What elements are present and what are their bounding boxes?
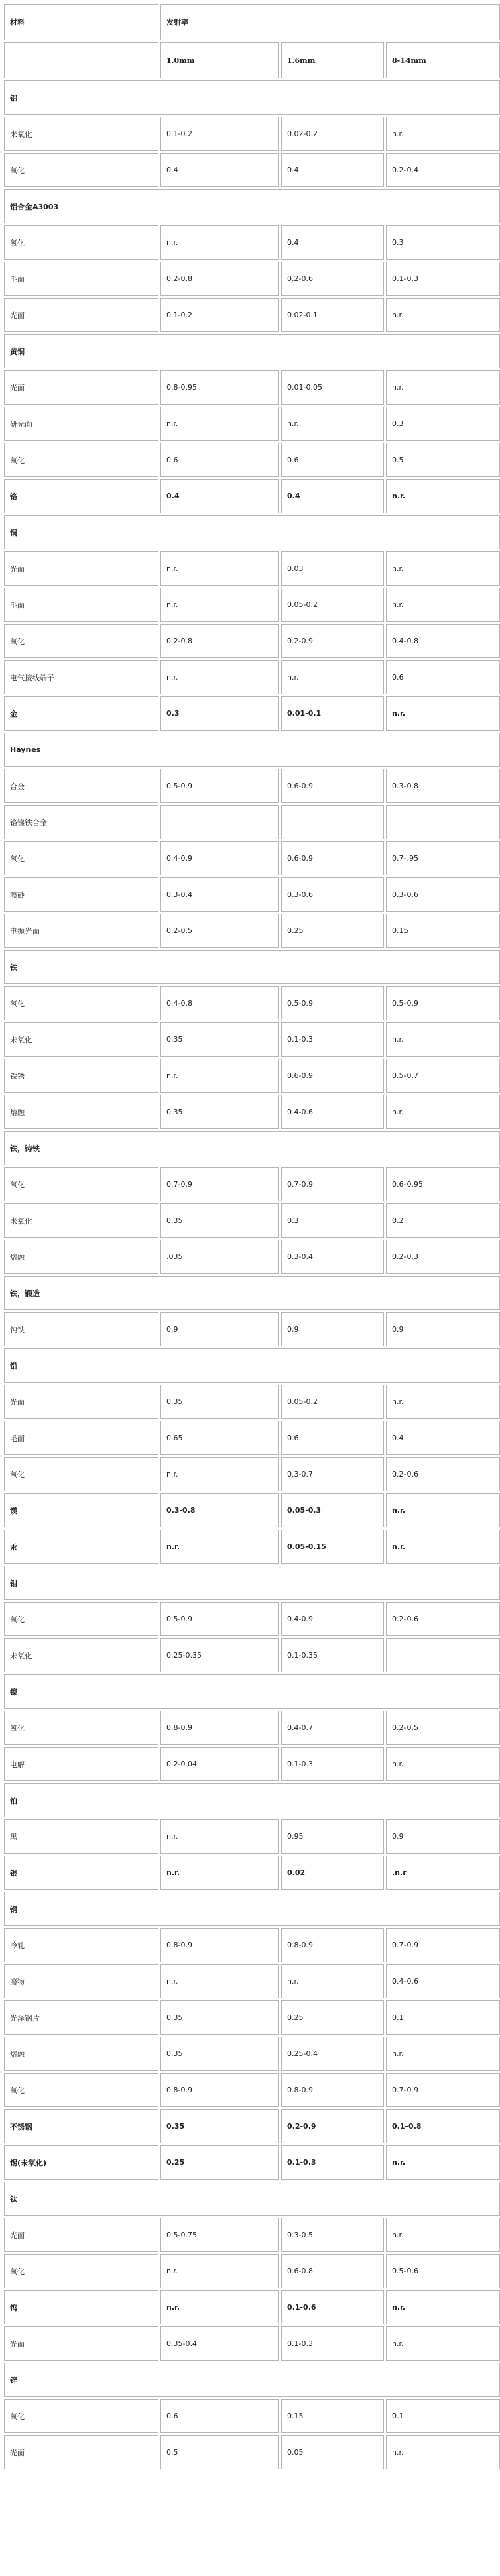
emissivity-cell: n.r. — [160, 225, 279, 260]
emissivity-cell: 0.7-0.9 — [386, 1928, 500, 1962]
emissivity-cell: 0.8-0.9 — [160, 1711, 279, 1745]
emissivity-cell: 0.6 — [160, 2399, 279, 2433]
material-cell: 黑 — [4, 1819, 158, 1854]
emissivity-cell: n.r. — [386, 1747, 500, 1781]
emissivity-cell: n.r. — [386, 588, 500, 622]
emissivity-cell: 0.05 — [281, 2435, 384, 2469]
section-row — [4, 2182, 500, 2216]
emissivity-cell: 0.01-0.05 — [281, 370, 384, 405]
table-row — [4, 1856, 500, 1890]
table-row — [4, 769, 500, 803]
section-row — [4, 2363, 500, 2397]
table-row — [4, 1240, 500, 1274]
emissivity-cell: 0.5-0.75 — [160, 2218, 279, 2252]
emissivity-cell: 0.1-0.8 — [386, 2109, 500, 2143]
material-cell: 氧化 — [4, 443, 158, 477]
emissivity-cell: 0.3-0.6 — [386, 877, 500, 912]
material-cell: 氧化 — [4, 986, 158, 1020]
emissivity-cell: 0.9 — [281, 1312, 384, 1346]
emissivity-cell: 0.2-0.04 — [160, 1747, 279, 1781]
wavelength-header-row — [4, 42, 500, 78]
material-cell: 氧化 — [4, 1457, 158, 1491]
material-cell: 光面 — [4, 370, 158, 405]
emissivity-cell: 0.6 — [281, 1421, 384, 1455]
emissivity-cell: 0.6 — [386, 660, 500, 694]
table-row — [4, 2435, 500, 2469]
emissivity-cell: 0.7-0.9 — [160, 1167, 279, 1201]
emissivity-cell: 0.1-0.3 — [281, 2326, 384, 2361]
material-cell: 钝铁 — [4, 1312, 158, 1346]
table-row — [4, 696, 500, 731]
material-cell: 未氧化 — [4, 1638, 158, 1672]
section-title: Haynes — [4, 733, 500, 767]
emissivity-cell: 0.35 — [160, 1385, 279, 1419]
emissivity-cell: 0.6-0.9 — [281, 1059, 384, 1093]
material-cell: 光面 — [4, 1385, 158, 1419]
section-title: 锌 — [4, 2363, 500, 2397]
emissivity-cell — [386, 805, 500, 839]
material-cell: 镁 — [4, 1493, 158, 1527]
emissivity-cell: n.r. — [386, 2435, 500, 2469]
emissivity-cell: 0.4 — [281, 153, 384, 187]
emissivity-cell: .n.r — [386, 1856, 500, 1890]
table-row — [4, 1167, 500, 1201]
material-cell: 氧化 — [4, 153, 158, 187]
material-cell: 熔融 — [4, 1240, 158, 1274]
material-cell: 氧化 — [4, 2254, 158, 2288]
emissivity-cell: 0.8-0.9 — [160, 1928, 279, 1962]
emissivity-cell: 0.2-0.6 — [386, 1602, 500, 1636]
table-row — [4, 1421, 500, 1455]
table-row — [4, 1022, 500, 1057]
table-row — [4, 262, 500, 296]
table-row — [4, 986, 500, 1020]
section-row — [4, 733, 500, 767]
emissivity-cell: 0.3-0.4 — [281, 1240, 384, 1274]
emissivity-cell: 0.02-0.1 — [281, 298, 384, 332]
emissivity-cell: 0.4-0.9 — [160, 841, 279, 875]
table-row — [4, 2000, 500, 2035]
table-row — [4, 588, 500, 622]
table-row — [4, 1964, 500, 1998]
emissivity-cell: 0.2-0.6 — [281, 262, 384, 296]
section-row — [4, 515, 500, 549]
section-row — [4, 189, 500, 223]
section-row — [4, 1276, 500, 1310]
table-row — [4, 117, 500, 151]
emissivity-cell: 0.15 — [386, 914, 500, 948]
table-row — [4, 1529, 500, 1564]
wavelength-header: 1.6mm — [281, 42, 384, 78]
material-cell: 锡(未氧化) — [4, 2145, 158, 2180]
table-row — [4, 805, 500, 839]
wavelength-header: 8-14mm — [386, 42, 500, 78]
emissivity-cell: n.r. — [160, 1856, 279, 1890]
emissivity-cell: 0.2-0.5 — [386, 1711, 500, 1745]
emissivity-cell: 0.3-0.7 — [281, 1457, 384, 1491]
emissivity-table-body — [4, 4, 500, 2469]
material-cell: 光泽钢片 — [4, 2000, 158, 2035]
emissivity-cell: 0.35 — [160, 2037, 279, 2071]
material-cell: 未氧化 — [4, 1022, 158, 1057]
section-title: 钢 — [4, 1892, 500, 1926]
material-header: 材料 — [4, 4, 158, 40]
table-row — [4, 2326, 500, 2361]
emissivity-cell: n.r. — [160, 1964, 279, 1998]
emissivity-cell: n.r. — [386, 551, 500, 586]
material-cell: 光面 — [4, 2218, 158, 2252]
emissivity-cell: 0.2-0.9 — [281, 624, 384, 658]
table-row — [4, 443, 500, 477]
emissivity-cell: n.r. — [160, 1819, 279, 1854]
section-title: 黄铜 — [4, 334, 500, 368]
emissivity-cell: 0.15 — [281, 2399, 384, 2433]
table-row — [4, 1819, 500, 1854]
table-row — [4, 1312, 500, 1346]
material-cell: 毛面 — [4, 1421, 158, 1455]
table-row — [4, 2290, 500, 2324]
emissivity-cell: 0.3-0.8 — [386, 769, 500, 803]
emissivity-cell: 0.4 — [281, 479, 384, 513]
emissivity-cell: 0.35 — [160, 1203, 279, 1238]
emissivity-cell: 0.6-0.9 — [281, 841, 384, 875]
emissivity-cell: 0.6-0.8 — [281, 2254, 384, 2288]
emissivity-cell: 0.03 — [281, 551, 384, 586]
emissivity-cell: 0.1-0.3 — [281, 2145, 384, 2180]
wavelength-header: 1.0mm — [160, 42, 279, 78]
table-row — [4, 1747, 500, 1781]
emissivity-cell: 0.8-0.9 — [160, 2073, 279, 2107]
section-title: 铁，铸铁 — [4, 1131, 500, 1165]
emissivity-cell: 0.1-0.2 — [160, 298, 279, 332]
section-title: 铁，锻造 — [4, 1276, 500, 1310]
emissivity-cell: 0.5-0.6 — [386, 2254, 500, 2288]
emissivity-cell — [281, 805, 384, 839]
emissivity-cell: 0.2-0.8 — [160, 262, 279, 296]
table-row — [4, 2399, 500, 2433]
emissivity-cell: n.r. — [160, 1457, 279, 1491]
emissivity-cell: 0.4 — [160, 479, 279, 513]
section-title: 铅 — [4, 1348, 500, 1383]
emissivity-cell: 0.25-0.35 — [160, 1638, 279, 1672]
table-row — [4, 1385, 500, 1419]
emissivity-cell: n.r. — [386, 2037, 500, 2071]
emissivity-cell: 0.2-0.6 — [386, 1457, 500, 1491]
emissivity-cell: 0.3-0.5 — [281, 2218, 384, 2252]
emissivity-cell: n.r. — [160, 1059, 279, 1093]
emissivity-cell: n.r. — [160, 407, 279, 441]
section-title: 镍 — [4, 1674, 500, 1709]
material-cell: 氧化 — [4, 225, 158, 260]
table-row — [4, 624, 500, 658]
header-row — [4, 4, 500, 40]
emissivity-cell: 0.4 — [281, 225, 384, 260]
material-cell: 铬镍铁合金 — [4, 805, 158, 839]
emissivity-cell: n.r. — [386, 2290, 500, 2324]
emissivity-cell: 0.3 — [386, 225, 500, 260]
emissivity-cell: 0.35-0.4 — [160, 2326, 279, 2361]
table-row — [4, 1059, 500, 1093]
section-row — [4, 1566, 500, 1600]
material-cell: 毛面 — [4, 262, 158, 296]
material-cell: 不锈钢 — [4, 2109, 158, 2143]
emissivity-cell — [386, 1638, 500, 1672]
section-title: 钛 — [4, 2182, 500, 2216]
section-title: 铝合金A3003 — [4, 189, 500, 223]
emissivity-cell: 0.3-0.6 — [281, 877, 384, 912]
emissivity-cell: n.r. — [160, 2254, 279, 2288]
table-row — [4, 1457, 500, 1491]
emissivity-cell: n.r. — [386, 1529, 500, 1564]
emissivity-cell: n.r. — [386, 2145, 500, 2180]
material-cell: 银 — [4, 1856, 158, 1890]
emissivity-cell: 0.3-0.8 — [160, 1493, 279, 1527]
emissivity-cell: 0.9 — [160, 1312, 279, 1346]
emissivity-cell: 0.1-0.35 — [281, 1638, 384, 1672]
section-title: 铂 — [4, 1783, 500, 1817]
material-cell: 研光面 — [4, 407, 158, 441]
material-cell: 氧化 — [4, 2073, 158, 2107]
wavelength-header-blank — [4, 42, 158, 78]
material-cell: 未氧化 — [4, 1203, 158, 1238]
emissivity-cell: 0.2-0.9 — [281, 2109, 384, 2143]
emissivity-cell: n.r. — [386, 1385, 500, 1419]
emissivity-cell — [160, 805, 279, 839]
emissivity-cell: 0.1 — [386, 2399, 500, 2433]
emissivity-cell: 0.65 — [160, 1421, 279, 1455]
material-cell: 氧化 — [4, 1602, 158, 1636]
material-cell: 熔融 — [4, 2037, 158, 2071]
material-cell: 电气接线端子 — [4, 660, 158, 694]
table-row — [4, 153, 500, 187]
emissivity-cell: 0.9 — [386, 1312, 500, 1346]
material-cell: 未氧化 — [4, 117, 158, 151]
emissivity-cell: 0.95 — [281, 1819, 384, 1854]
section-row — [4, 1348, 500, 1383]
emissivity-cell: 0.8-0.95 — [160, 370, 279, 405]
emissivity-cell: 0.2 — [386, 1203, 500, 1238]
table-row — [4, 2218, 500, 2252]
emissivity-cell: n.r. — [386, 2218, 500, 2252]
emissivity-cell: 0.4-0.7 — [281, 1711, 384, 1745]
emissivity-cell: 0.3 — [281, 1203, 384, 1238]
emissivity-cell: 0.6 — [160, 443, 279, 477]
emissivity-cell: 0.4-0.8 — [160, 986, 279, 1020]
table-row — [4, 551, 500, 586]
emissivity-cell: n.r. — [160, 660, 279, 694]
emissivity-cell: 0.1-0.2 — [160, 117, 279, 151]
material-cell: 氧化 — [4, 624, 158, 658]
emissivity-cell: 0.35 — [160, 2109, 279, 2143]
emissivity-cell: 0.02-0.2 — [281, 117, 384, 151]
emissivity-cell: 0.8-0.9 — [281, 2073, 384, 2107]
table-row — [4, 2109, 500, 2143]
emissivity-cell: 0.9 — [386, 1819, 500, 1854]
emissivity-cell: 0.7-0.9 — [386, 2073, 500, 2107]
emissivity-cell: 0.4-0.8 — [386, 624, 500, 658]
emissivity-cell: .035 — [160, 1240, 279, 1274]
section-row — [4, 1783, 500, 1817]
emissivity-cell: 0.05-0.3 — [281, 1493, 384, 1527]
section-row — [4, 1674, 500, 1709]
table-row — [4, 841, 500, 875]
emissivity-cell: n.r. — [160, 551, 279, 586]
section-row — [4, 80, 500, 115]
emissivity-cell: n.r. — [160, 1529, 279, 1564]
material-cell: 磨物 — [4, 1964, 158, 1998]
table-row — [4, 660, 500, 694]
emissivity-cell: 0.1-0.6 — [281, 2290, 384, 2324]
section-title: 铝 — [4, 80, 500, 115]
emissivity-cell: 0.25-0.4 — [281, 2037, 384, 2071]
table-row — [4, 2145, 500, 2180]
emissivity-cell: 0.6-0.95 — [386, 1167, 500, 1201]
emissivity-cell: 0.3 — [160, 696, 279, 731]
table-row — [4, 877, 500, 912]
section-title: 铜 — [4, 515, 500, 549]
table-row — [4, 407, 500, 441]
table-row — [4, 1203, 500, 1238]
emissivity-cell: 0.5-0.9 — [160, 769, 279, 803]
material-cell: 毛面 — [4, 588, 158, 622]
table-row — [4, 1095, 500, 1129]
emissivity-cell: 0.2-0.5 — [160, 914, 279, 948]
emissivity-cell: 0.05-0.2 — [281, 588, 384, 622]
emissivity-cell: 0.6 — [281, 443, 384, 477]
emissivity-cell: 0.5-0.9 — [281, 986, 384, 1020]
table-row — [4, 1493, 500, 1527]
material-cell: 电解 — [4, 1747, 158, 1781]
emissivity-cell: n.r. — [160, 588, 279, 622]
emissivity-cell: 0.5-0.7 — [386, 1059, 500, 1093]
emissivity-cell: 0.2-0.3 — [386, 1240, 500, 1274]
emissivity-cell: 0.2-0.8 — [160, 624, 279, 658]
emissivity-cell: n.r. — [386, 479, 500, 513]
material-cell: 铬 — [4, 479, 158, 513]
emissivity-cell: n.r. — [281, 1964, 384, 1998]
material-cell: 熔融 — [4, 1095, 158, 1129]
section-row — [4, 1892, 500, 1926]
emissivity-cell: n.r. — [281, 407, 384, 441]
material-cell: 光面 — [4, 2326, 158, 2361]
emissivity-cell: 0.2-0.4 — [386, 153, 500, 187]
table-row — [4, 298, 500, 332]
material-cell: 金 — [4, 696, 158, 731]
emissivity-cell: 0.4-0.6 — [281, 1095, 384, 1129]
material-cell: 氧化 — [4, 841, 158, 875]
table-row — [4, 914, 500, 948]
material-cell: 氧化 — [4, 1711, 158, 1745]
emissivity-cell: n.r. — [386, 1022, 500, 1057]
emissivity-cell: 0.5-0.9 — [386, 986, 500, 1020]
emissivity-cell: n.r. — [386, 1493, 500, 1527]
material-cell: 氧化 — [4, 1167, 158, 1201]
emissivity-cell: n.r. — [160, 2290, 279, 2324]
emissivity-cell: 0.35 — [160, 2000, 279, 2035]
emissivity-cell: 0.01-0.1 — [281, 696, 384, 731]
emissivity-cell: n.r. — [386, 696, 500, 731]
emissivity-cell: 0.05-0.15 — [281, 1529, 384, 1564]
table-row — [4, 1602, 500, 1636]
emissivity-cell: 0.5-0.9 — [160, 1602, 279, 1636]
emissivity-cell: 0.7-.95 — [386, 841, 500, 875]
material-cell: 钨 — [4, 2290, 158, 2324]
emissivity-cell: 0.4-0.6 — [386, 1964, 500, 1998]
table-row — [4, 1928, 500, 1962]
material-cell: 电抛光面 — [4, 914, 158, 948]
emissivity-cell: 0.1-0.3 — [281, 1747, 384, 1781]
emissivity-cell: n.r. — [386, 2326, 500, 2361]
emissivity-header: 发射率 — [160, 4, 500, 40]
emissivity-cell: 0.4 — [386, 1421, 500, 1455]
table-row — [4, 2037, 500, 2071]
emissivity-cell: n.r. — [386, 370, 500, 405]
emissivity-cell: 0.35 — [160, 1022, 279, 1057]
material-cell: 氧化 — [4, 2399, 158, 2433]
emissivity-cell: 0.25 — [160, 2145, 279, 2180]
section-title: 钼 — [4, 1566, 500, 1600]
section-title: 铁 — [4, 950, 500, 984]
table-row — [4, 479, 500, 513]
emissivity-cell: 0.4-0.9 — [281, 1602, 384, 1636]
emissivity-cell: 0.8-0.9 — [281, 1928, 384, 1962]
emissivity-cell: 0.25 — [281, 2000, 384, 2035]
emissivity-cell: 0.7-0.9 — [281, 1167, 384, 1201]
table-row — [4, 2254, 500, 2288]
table-row — [4, 2073, 500, 2107]
emissivity-cell: n.r. — [281, 660, 384, 694]
section-row — [4, 334, 500, 368]
material-cell: 合金 — [4, 769, 158, 803]
table-row — [4, 1638, 500, 1672]
material-cell: 冷轧 — [4, 1928, 158, 1962]
emissivity-cell: n.r. — [386, 117, 500, 151]
emissivity-cell: 0.25 — [281, 914, 384, 948]
material-cell: 光面 — [4, 2435, 158, 2469]
emissivity-cell: 0.1-0.3 — [386, 262, 500, 296]
emissivity-cell: 0.4 — [160, 153, 279, 187]
material-cell: 光面 — [4, 298, 158, 332]
emissivity-table — [2, 2, 500, 2471]
emissivity-cell: 0.5 — [386, 443, 500, 477]
emissivity-cell: 0.35 — [160, 1095, 279, 1129]
emissivity-cell: 0.1 — [386, 2000, 500, 2035]
emissivity-cell: n.r. — [386, 1095, 500, 1129]
emissivity-cell: 0.1-0.3 — [281, 1022, 384, 1057]
emissivity-cell: n.r. — [386, 298, 500, 332]
section-row — [4, 1131, 500, 1165]
emissivity-cell: 0.3 — [386, 407, 500, 441]
emissivity-cell: 0.05-0.2 — [281, 1385, 384, 1419]
table-row — [4, 225, 500, 260]
emissivity-cell: 0.6-0.9 — [281, 769, 384, 803]
emissivity-cell: 0.5 — [160, 2435, 279, 2469]
section-row — [4, 950, 500, 984]
table-row — [4, 1711, 500, 1745]
emissivity-cell: 0.02 — [281, 1856, 384, 1890]
material-cell: 铁锈 — [4, 1059, 158, 1093]
material-cell: 汞 — [4, 1529, 158, 1564]
table-row — [4, 370, 500, 405]
emissivity-cell: 0.3-0.4 — [160, 877, 279, 912]
material-cell: 光面 — [4, 551, 158, 586]
material-cell: 喷砂 — [4, 877, 158, 912]
